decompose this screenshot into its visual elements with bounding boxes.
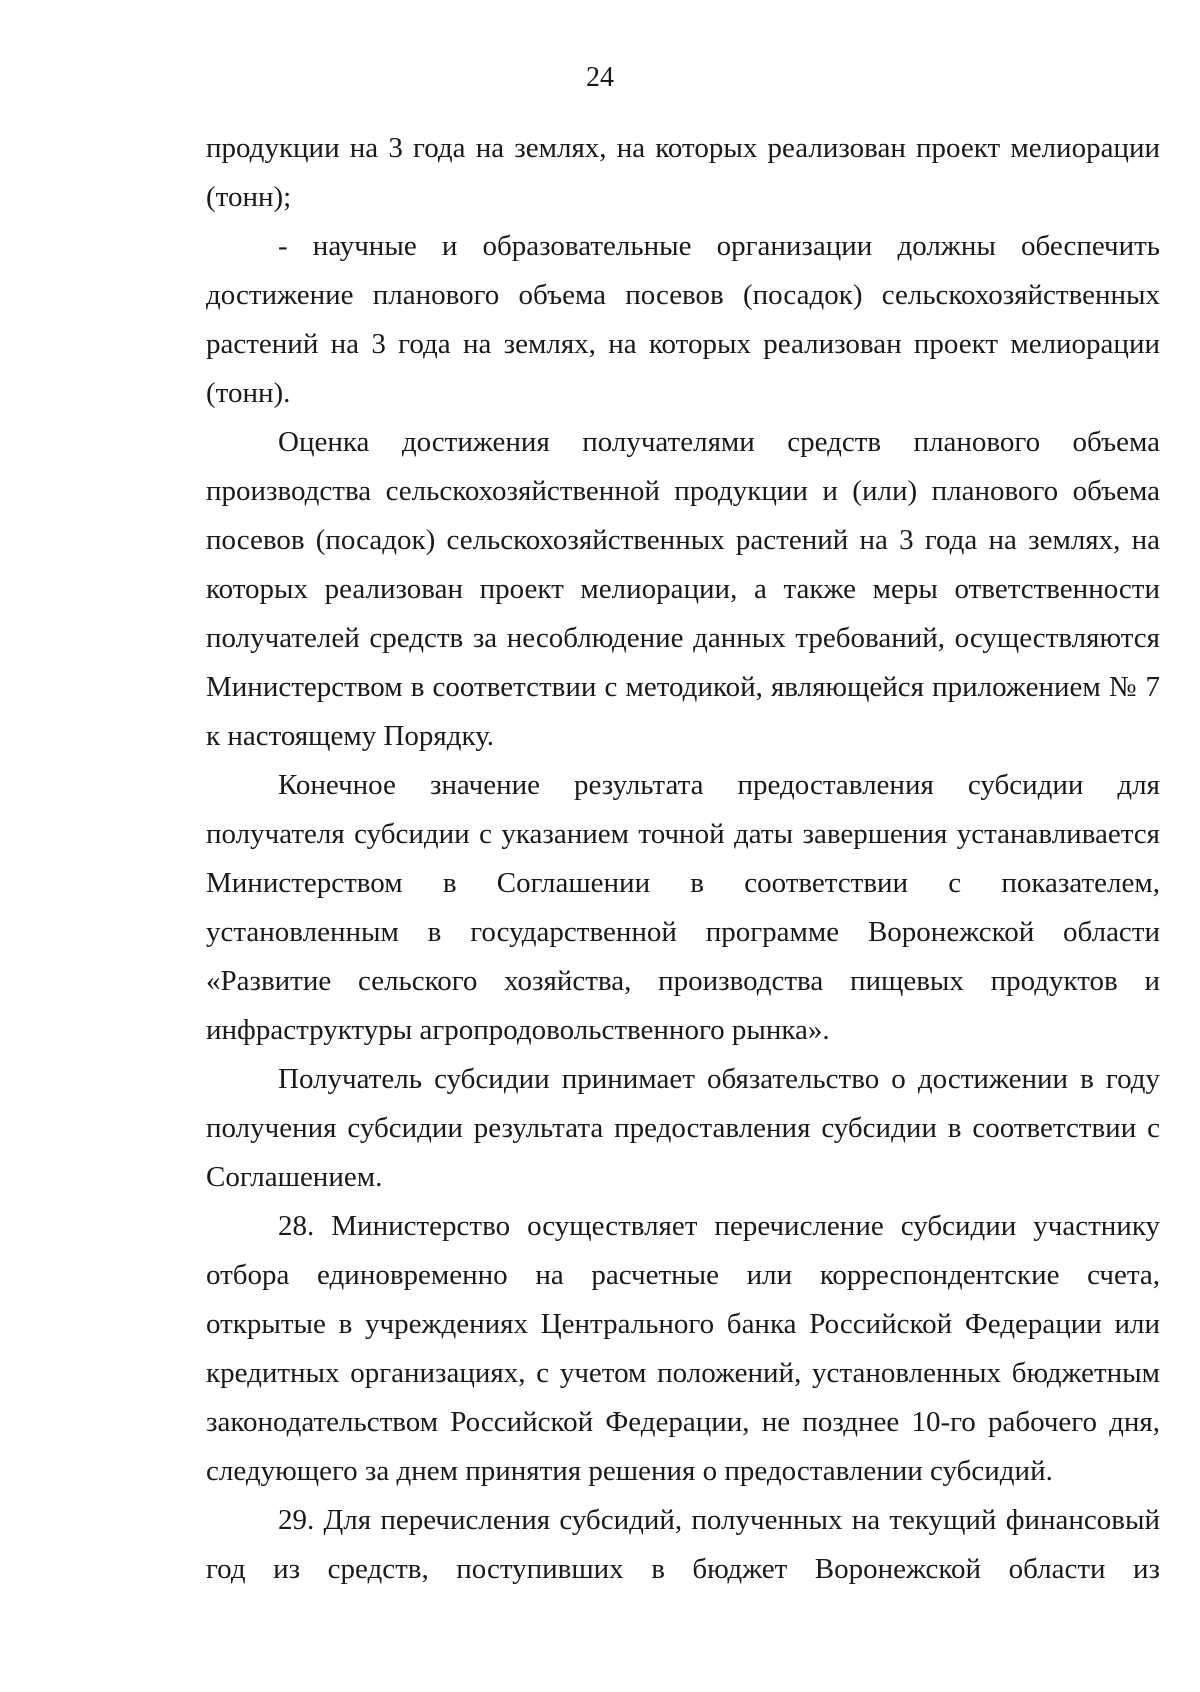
paragraph: 29. Для перечисления субсидий, полученных на текущий финансовый год из средств, поступивших в бюджет Воронежской области из	[206, 1504, 1160, 1585]
paragraph: - научные и образовательные организации должны обеспечить достижение планового объема посевов (посадок) сельскохозяйственных растений на 3 года на землях, на которых реализован проект мелиорации (тонн).	[206, 230, 1160, 409]
page-number: 24	[586, 62, 614, 93]
document-body	[206, 124, 1160, 1594]
paragraph: продукции на 3 года на землях, на которых реализован проект мелиорации (тонн);	[206, 132, 1160, 213]
paragraph: 28. Министерство осуществляет перечисление субсидии участнику отбора единовременно на расчетные или корреспондентские счета, открытые в учреждениях Центрального банка Российской Федерации или кредитных организациях, с учетом положений, установленных бюджетным законодательством Российской Федерации, не позднее 10-го рабочего дня, следующего за днем принятия решения о предоставлении субсидий.	[206, 1210, 1160, 1487]
paragraph: Конечное значение результата предоставления субсидии для получателя субсидии с указанием точной даты завершения устанавливается Министерством в Соглашении в соответствии с показателем, установленным в государственной программе Воронежской области «Развитие сельского хозяйства, производства пищевых продуктов и инфраструктуры агропродовольственного рынка».	[206, 769, 1160, 1046]
paragraph: Оценка достижения получателями средств планового объема производства сельскохозяйственной продукции и (или) планового объема посевов (посадок) сельскохозяйственных растений на 3 года на землях, на которых реализован проект мелиорации, а также меры ответственности получателей средств за несоблюдение данных требований, осуществляются Министерством в соответствии с методикой, являющейся приложением № 7 к настоящему Порядку.	[206, 426, 1160, 752]
paragraph: Получатель субсидии принимает обязательство о достижении в году получения субсидии результата предоставления субсидии в соответствии с Соглашением.	[206, 1063, 1160, 1193]
